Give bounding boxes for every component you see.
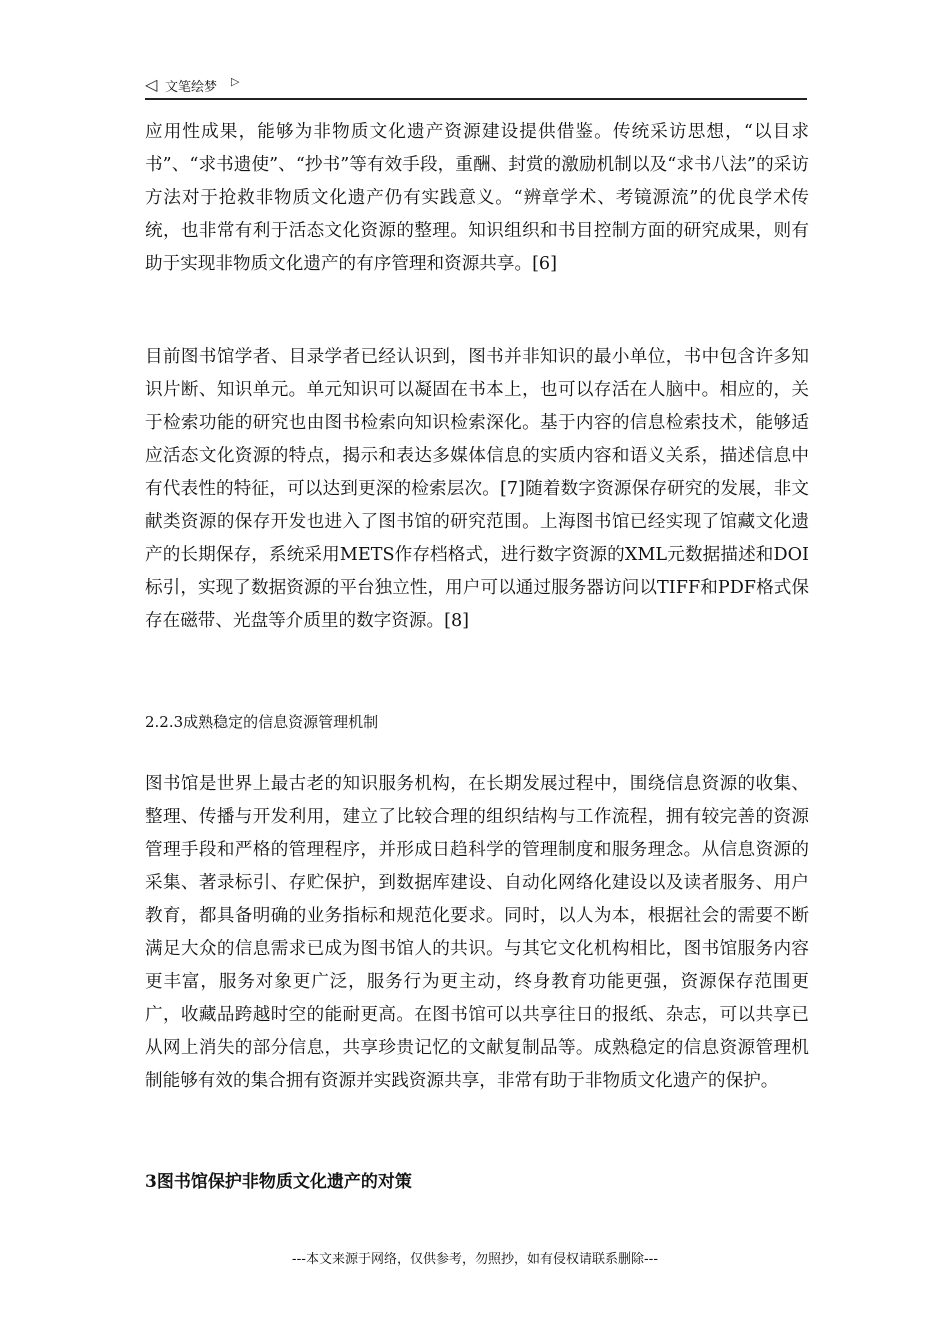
triangle-left-icon: ◁ <box>145 75 158 94</box>
triangle-right-icon: ▷ <box>231 75 240 88</box>
section-heading-2-2-3: 2.2.3成熟稳定的信息资源管理机制 <box>145 713 379 731</box>
paragraph-knowledge-retrieval: 目前图书馆学者、目录学者已经认识到，图书并非知识的最小单位，书中包含许多知识片断、知识单元。单元知识可以凝固在书本上，也可以存活在人脑中。相应的，关于检索功能的研究也由图书检索向知识检索深化。基于内容的信息检索技术，能够适应活态文化资源的特点，揭示和表达多媒体信息的实质内容和语义关系，描述信息中有代表性的特征，可以达到更深的检索层次。[7]随着数字资源保存研究的发展，非文献类资源的保存开发也进入了图书馆的研究范围。上海图书馆已经实现了馆藏文化遗产的长期保存，系统采用METS作存档格式，进行数字资源的XML元数据描述和DOI标引，实现了数据资源的平台独立性，用户可以通过服务器访问以TIFF和PDF格式保存在磁带、光盘等介质里的数字资源。[8] <box>145 347 809 631</box>
page-header <box>145 72 807 100</box>
section-heading-3: 3图书馆保护非物质文化遗产的对策 <box>145 1172 412 1192</box>
paragraph-achievements: 应用性成果，能够为非物质文化遗产资源建设提供借鉴。传统采访思想，“以目求书”、“求书遗使”、“抄书”等有效手段，重酬、封赏的激励机制以及“求书八法”的采访方法对于抢救非物质文化遗产仍有实践意义。“辨章学术、考镜源流”的优良学术传统，也非常有利于活态文化资源的整理。知识组织和书目控制方面的研究成果，则有助于实现非物质文化遗产的有序管理和资源共享。[6] <box>145 122 809 274</box>
header-title: 文笔绘梦 <box>165 80 218 95</box>
page-footer-disclaimer: ---本文来源于网络，仅供参考，勿照抄，如有侵权请联系删除--- <box>291 1252 659 1267</box>
paragraph-library-mechanism: 图书馆是世界上最古老的知识服务机构，在长期发展过程中，围绕信息资源的收集、整理、传播与开发利用，建立了比较合理的组织结构与工作流程，拥有较完善的资源管理手段和严格的管理程序，并形成日趋科学的管理制度和服务理念。从信息资源的采集、著录标引、存贮保护，到数据库建设、自动化网络化建设以及读者服务、用户教育，都具备明确的业务指标和规范化要求。同时，以人为本，根据社会的需要不断满足大众的信息需求已成为图书馆人的共识。与其它文化机构相比，图书馆服务内容更丰富，服务对象更广泛，服务行为更主动，终身教育功能更强，资源保存范围更广，收藏品跨越时空的能耐更高。在图书馆可以共享往日的报纸、杂志，可以共享已从网上消失的部分信息，共享珍贵记忆的文献复制品等。成熟稳定的信息资源管理机制能够有效的集合拥有资源并实践资源共享，非常有助于非物质文化遗产的保护。 <box>145 774 809 1091</box>
